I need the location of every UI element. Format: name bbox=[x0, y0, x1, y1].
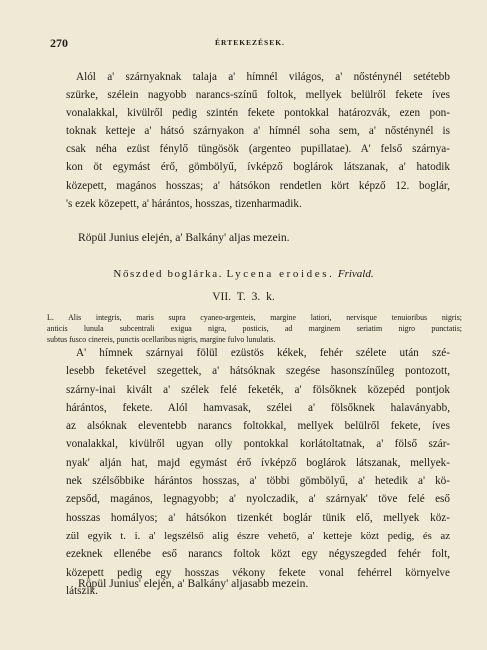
species-heading bbox=[0, 268, 487, 280]
text-line: nyak' alján hat, majd egymást érő ívképző boglárok látszanak, mellyek- bbox=[66, 456, 450, 469]
locality-note-1: Röpül Junius elején, a' Balkány' aljas mezein. bbox=[78, 231, 290, 244]
text-line: zül egyik t. i. a' legszélső alig észre vehető, a' ketteje közt pedig, és az bbox=[66, 529, 450, 542]
text-line: közepett pedig egy hosszas vékony fekete vonal fehérrel környelve bbox=[66, 566, 450, 579]
text-line: lesebb feketével szegettek, a' hátsóknak szegése hasonszínűleg pontozott, bbox=[66, 365, 450, 378]
latin-diagnosis bbox=[47, 313, 462, 345]
text-line: 's ezek közepett, a' hárántos, hosszas, tizenharmadik. bbox=[66, 197, 302, 210]
paragraph-male-description bbox=[66, 344, 450, 600]
page-number: 270 bbox=[50, 36, 68, 50]
text-line: vonalakkal, kivülről ugyan olly pontokkal korlátoltatnak, a' fölső szár- bbox=[66, 438, 450, 451]
text-line: ezeknek ellenébe eső narancs foltok közt egy négyszegded fehér folt, bbox=[66, 548, 450, 561]
text-line: szárny-inai kivált a' szélek felé feketék, a' fölsőknek közepéd pontjok bbox=[66, 383, 450, 396]
running-title: ÉRTEKEZÉSEK. bbox=[215, 38, 285, 47]
text-line: vonalakkal, kivülről pedig szintén fekete pontokkal határozvák, ezen pon- bbox=[66, 107, 450, 120]
genus-name: Nőszded boglárka. bbox=[113, 268, 224, 280]
paragraph-underside-description bbox=[66, 68, 450, 213]
text-line: szürke, szélein nagyobb narancs-színű foltok, mellyek belülről fekete íves bbox=[66, 89, 450, 102]
species-name: Lycena eroides. bbox=[226, 268, 335, 280]
text-line: az alsóknak eleventebb narancs foltokkal, mellyek belülről fekete, íves bbox=[66, 420, 450, 433]
text-line: hárántos, fekete. Alól hamvasak, szélei a' fölsőknek halaványabb, bbox=[66, 401, 450, 414]
author-name: Frivald. bbox=[337, 268, 374, 280]
text-line: anticis lunula subcentrali exigua nigra, posticis, ad marginem seriatim nigro punctatis; bbox=[47, 323, 462, 333]
text-line: toknak ketteje a' hátsó szárnyakon a' hímnél soha sem, a' nősténynél is bbox=[66, 125, 450, 138]
text-line: hosszas homályos; a' hátsókon tizenkét boglár tünik elő, mellyek köz- bbox=[66, 511, 450, 524]
plate-reference: VII. T. 3. k. bbox=[212, 291, 275, 303]
text-line: L. Alis integris, maris supra cyaneo-argenteis, margine latiori, nervisque tenuioribus nigris; bbox=[47, 313, 462, 322]
text-line: nek szélsőbbike hárántos hosszas, a' többi gömbölyű, a' hetedik a' kö- bbox=[66, 475, 450, 488]
text-line: közepett, magános hosszas; a' hátsókon rendetlen kört képző 12. boglár, bbox=[66, 179, 450, 192]
text-line: Alól a' szárnyaknak talaja a' hímnél világos, a' nősténynél setétebb bbox=[76, 71, 450, 83]
text-line: zepsőd, magános, legnagyobb; a' nyolczadik, a' szárnyak' töve felé eső bbox=[66, 493, 450, 506]
text-line: látszik. bbox=[66, 584, 99, 597]
locality-note-2: Röpül Junius' elején, a' Balkány' aljasabb mezein. bbox=[78, 577, 309, 590]
text-line: subtus fusco cinereis, punctis ocellaribus nigris, margine fulvo lunulatis. bbox=[47, 334, 276, 344]
running-header bbox=[50, 36, 450, 52]
text-line: kon öt egymást érő, gömbölyű, ívképző boglárok látszanak, a' hatodik bbox=[66, 161, 450, 174]
text-line: A' hímnek szárnyai fölül ezüstös kékek, fehér szélete után szé- bbox=[76, 347, 450, 359]
text-line: csak néha ezüst fénylő tüngösök (argenteo pupillatae). A' felső szárnya- bbox=[66, 143, 450, 156]
